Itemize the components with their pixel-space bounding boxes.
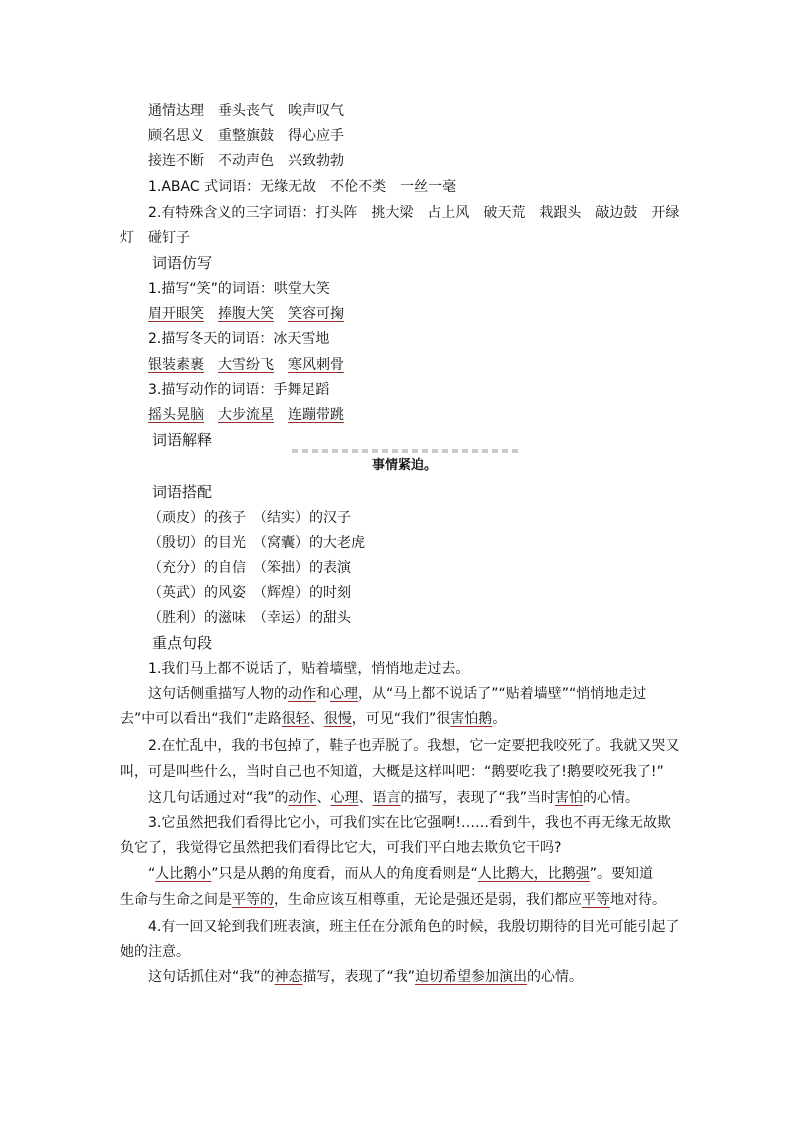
note-text: 的心情。 bbox=[527, 969, 584, 985]
note-text: 、 bbox=[358, 790, 373, 806]
imitation-a3 bbox=[148, 405, 344, 425]
imitation-q1: 1.描写“笑”的词语：哄堂大笑 bbox=[148, 281, 330, 297]
sentence-2-note bbox=[148, 788, 639, 808]
collocation-row bbox=[148, 508, 351, 528]
collocation-heading: 词语搭配 bbox=[152, 483, 213, 501]
sentence-3-line-1: 3.它虽然把我们看得比它小，可我们实在比它强啊!……看到牛，我也不再无缘无故欺 bbox=[148, 815, 671, 831]
note-answer: 动作 bbox=[288, 790, 317, 806]
note-answer: 平等 bbox=[582, 892, 610, 908]
collocation-item: （辉煌）的时刻 bbox=[260, 585, 351, 601]
note-text: 这句话抓住对“我”的 bbox=[148, 969, 275, 985]
note-answer: 人比鹅大，比鹅强 bbox=[477, 866, 590, 882]
abac-line: 1.ABAC 式词语：无缘无故 不伦不类 一丝一毫 bbox=[148, 179, 457, 195]
imitation-a2-word: 银装素裹 bbox=[148, 357, 204, 373]
note-answer: 害怕 bbox=[555, 790, 584, 806]
collocation-item: （顽皮）的孩子 bbox=[148, 510, 246, 526]
collocation-row bbox=[148, 583, 351, 603]
sentence-3-line-2: 负它了，我觉得它虽然把我们看得比它大，可我们平白地去欺负它干吗? bbox=[120, 840, 562, 856]
sentence-1-note-line-1 bbox=[148, 684, 646, 704]
key-sentences-heading: 重点句段 bbox=[152, 634, 213, 652]
note-answer: 很轻 bbox=[281, 711, 310, 727]
collocation-item: （结实）的汉子 bbox=[260, 510, 351, 526]
note-text: “ bbox=[148, 866, 156, 882]
note-text: ，生命应该互相尊重，无论是强还是弱，我们都应 bbox=[274, 892, 582, 908]
sentence-4-line-1: 4.有一回又轮到我们班表演，班主任在分派角色的时候，我殷切期待的目光可能引起了 bbox=[148, 919, 680, 935]
sentence-2-line-1: 2.在忙乱中，我的书包掉了，鞋子也弄脱了。我想，它一定要把我咬死了。我就又哭又 bbox=[148, 738, 680, 754]
note-text: 去”中可以看出“我们”走路 bbox=[120, 711, 282, 727]
collocation-item: （笨拙）的表演 bbox=[260, 560, 351, 576]
note-answer: 动作 bbox=[288, 686, 316, 702]
imitation-a1-word: 笑容可掬 bbox=[288, 306, 344, 322]
note-text: ”。要知道 bbox=[589, 866, 654, 882]
sentence-3-note-line-2 bbox=[120, 890, 666, 910]
sentence-4-note bbox=[148, 967, 583, 987]
idiom-line-2: 顾名思义 重整旗鼓 得心应手 bbox=[148, 128, 344, 144]
explanation-text: 事情紧迫。 bbox=[372, 458, 438, 473]
collocation-item: （充分）的自信 bbox=[148, 560, 246, 576]
imitation-q3: 3.描写动作的词语：手舞足蹈 bbox=[148, 382, 330, 398]
collocation-row bbox=[148, 608, 351, 628]
collocation-item: （殷切）的目光 bbox=[148, 535, 246, 551]
three-char-line-2: 灯 碰钉子 bbox=[120, 230, 190, 246]
note-text: ”只是从鹅的角度看，而从人的角度看则是“ bbox=[211, 866, 478, 882]
note-answer: 心理 bbox=[330, 790, 359, 806]
explanation-heading: 词语解释 bbox=[152, 431, 213, 449]
imitation-a1-word: 眉开眼笑 bbox=[148, 306, 204, 322]
collocation-item: （胜利）的滋味 bbox=[148, 610, 246, 626]
note-text: 这几句话通过对“我”的 bbox=[148, 790, 289, 806]
note-answer: 心理 bbox=[330, 686, 358, 702]
note-text: 、 bbox=[309, 711, 324, 727]
imitation-a3-word: 连蹦带跳 bbox=[288, 407, 344, 423]
note-text: 。 bbox=[492, 711, 507, 727]
imitation-q2: 2.描写冬天的词语：冰天雪地 bbox=[148, 331, 330, 347]
imitation-a1 bbox=[148, 304, 344, 324]
note-text: 和 bbox=[316, 686, 330, 702]
sentence-4-line-2: 她的注意。 bbox=[120, 944, 190, 960]
imitation-a3-word: 摇头晃脑 bbox=[148, 407, 204, 423]
note-answer: 人比鹅小 bbox=[155, 866, 212, 882]
note-answer: 神态 bbox=[274, 969, 303, 985]
note-text: 这句话侧重描写人物的 bbox=[148, 686, 288, 702]
imitation-a2-word: 寒风刺骨 bbox=[288, 357, 344, 373]
collocation-row bbox=[148, 558, 351, 578]
note-answer: 平等的 bbox=[232, 892, 274, 908]
note-text: 描写，表现了“我” bbox=[302, 969, 416, 985]
imitation-a1-word: 捧腹大笑 bbox=[218, 306, 274, 322]
three-char-line-1: 2.有特殊含义的三字词语：打头阵 挑大梁 占上风 破天荒 栽跟头 敲边鼓 开绿 bbox=[148, 205, 680, 221]
note-answer: 很慢 bbox=[323, 711, 352, 727]
note-text: 生命与生命之间是 bbox=[120, 892, 232, 908]
note-text: 的描写，表现了“我”当时 bbox=[400, 790, 556, 806]
note-answer: 害怕鹅 bbox=[450, 711, 493, 727]
collocation-item: （英武）的风姿 bbox=[148, 585, 246, 601]
sentence-2-line-2: 叫，可是叫些什么，当时自己也不知道，大概是这样叫吧：“鹅要吃我了!鹅要咬死我了!” bbox=[120, 764, 664, 780]
note-text: 的心情。 bbox=[583, 790, 640, 806]
note-answer: 迫切希望参加演出 bbox=[415, 969, 528, 985]
sentence-1-note-line-2 bbox=[120, 709, 506, 729]
note-text: ，可见“我们”很 bbox=[351, 711, 451, 727]
imitation-a2-word: 大雪纷飞 bbox=[218, 357, 274, 373]
note-text: 、 bbox=[316, 790, 331, 806]
idiom-line-1: 通情达理 垂头丧气 唉声叹气 bbox=[148, 103, 344, 119]
idiom-line-3: 接连不断 不动声色 兴致勃勃 bbox=[148, 153, 344, 169]
imitation-a2 bbox=[148, 355, 344, 375]
imitation-heading: 词语仿写 bbox=[152, 254, 213, 272]
collocation-row bbox=[148, 533, 365, 553]
note-text: ，从“马上都不说话了”“贴着墙壁”“悄悄地走过 bbox=[358, 686, 647, 702]
sentence-1: 1.我们马上都不说话了，贴着墙壁，悄悄地走过去。 bbox=[148, 661, 470, 677]
note-answer: 语言 bbox=[372, 790, 401, 806]
clipped-text-remnant bbox=[292, 449, 522, 453]
sentence-3-note-line-1 bbox=[148, 864, 653, 884]
imitation-a3-word: 大步流星 bbox=[218, 407, 274, 423]
collocation-item: （窝囊）的大老虎 bbox=[260, 535, 365, 551]
note-text: 地对待。 bbox=[610, 892, 666, 908]
collocation-item: （幸运）的甜头 bbox=[260, 610, 351, 626]
